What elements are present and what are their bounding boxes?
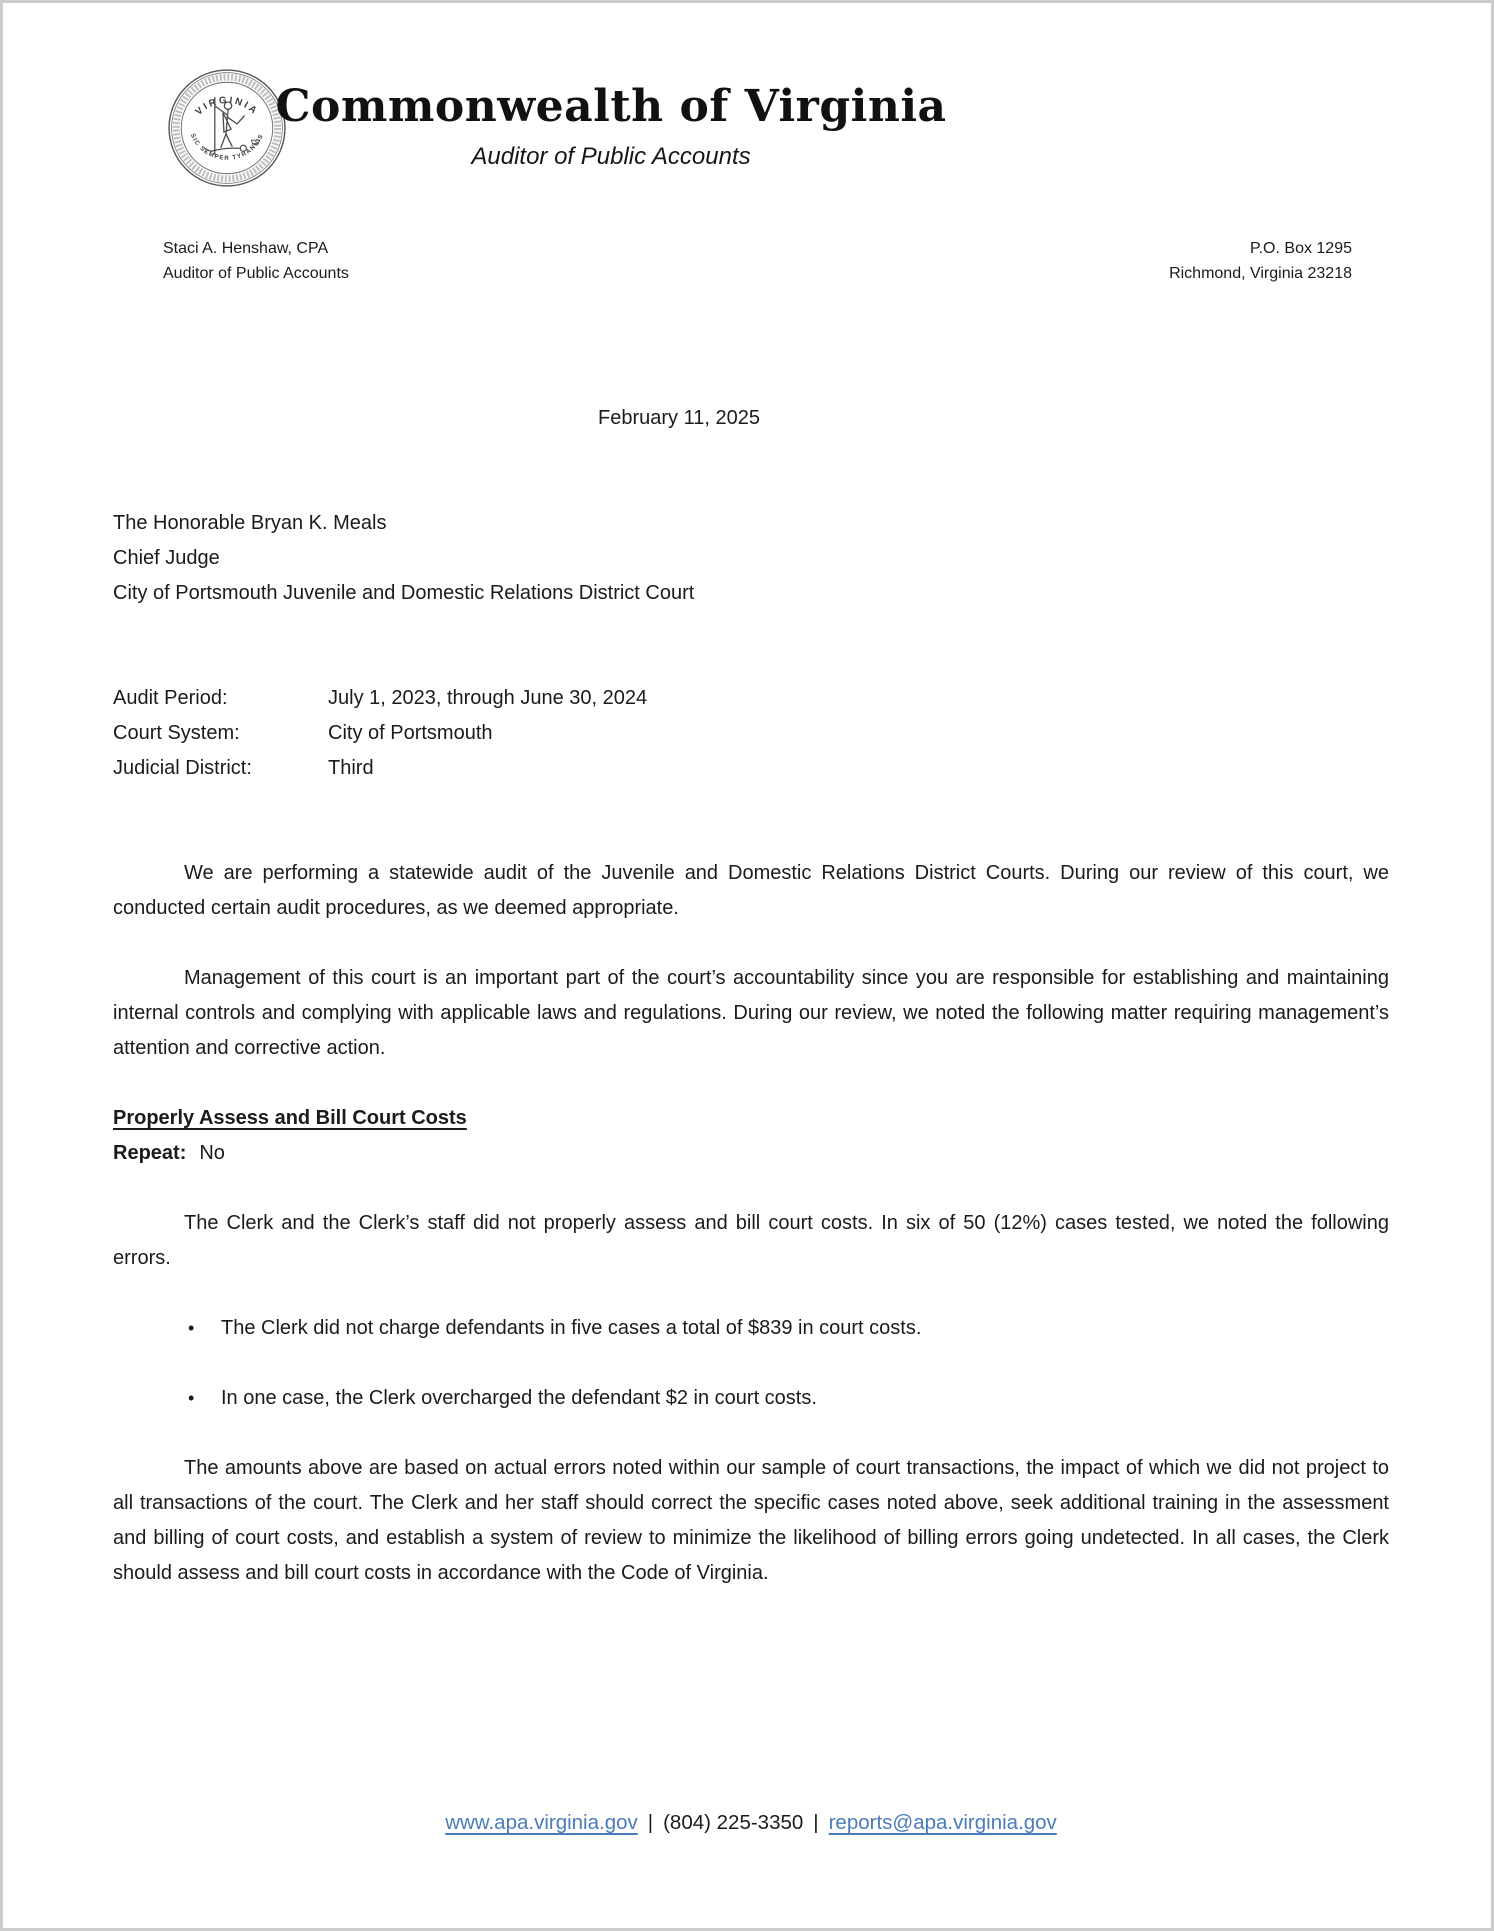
city-state-zip: Richmond, Virginia 23218 [1169, 265, 1352, 282]
paragraph-intro: We are performing a statewide audit of the Juvenile and Domestic Relations District Courts. During our review of this court, we conducted certain audit procedures, as we deemed appropriate. [113, 862, 1389, 919]
letter-footer [113, 1805, 1389, 1840]
fallen-tyrant-figure [205, 145, 247, 151]
virginia-seal-icon [166, 67, 288, 189]
list-item [188, 1311, 1389, 1346]
bullet-text: The Clerk did not charge defendants in five cases a total of $839 in court costs. [221, 1317, 922, 1339]
footer-separator: | [813, 1811, 819, 1834]
paragraph-finding: The Clerk and the Clerk’s staff did not properly assess and bill court costs. In six of 50 (12%) cases tested, we noted the following errors. [113, 1212, 1389, 1269]
letterhead-title: Commonwealth of Virginia [275, 81, 947, 132]
repeat-line [113, 1136, 1389, 1171]
judicial-district-label: Judicial District: [113, 757, 252, 779]
paragraph-management: Management of this court is an important part of the court’s accountability since you are responsible for establishing and maintaining internal controls and complying with applicable laws and regulations. During our review, we noted the following matter requiring management’s attention and corrective action. [113, 967, 1389, 1059]
recipient-title: Chief Judge [113, 547, 220, 569]
phone-number: (804) 225-3350 [663, 1811, 804, 1834]
paragraph-conclusion: The amounts above are based on actual errors noted within our sample of court transactions, the impact of which we did not project to all transactions of the court. The Clerk and her staff should correct the specific cases noted above, seek additional training in the assessment and billing of court costs, and establish a system of review to minimize the likelihood of billing errors going undetected. In all cases, the Clerk should assess and bill court costs in accordance with the Code of Virginia. [113, 1457, 1389, 1584]
audit-info-table [113, 681, 1389, 786]
audit-period-value: July 1, 2023, through June 30, 2024 [328, 687, 648, 709]
office-address-block [1169, 236, 1352, 286]
list-item [188, 1381, 1389, 1416]
bullet-text: In one case, the Clerk overcharged the defendant $2 in court costs. [221, 1387, 817, 1409]
repeat-label: Repeat: [113, 1142, 187, 1164]
recipient-name: The Honorable Bryan K. Meals [113, 512, 387, 534]
court-system-value: City of Portsmouth [328, 722, 493, 744]
audit-info-row [113, 751, 1389, 786]
finding-heading [113, 1101, 1389, 1136]
auditor-title: Auditor of Public Accounts [163, 265, 349, 282]
audit-period-label: Audit Period: [113, 687, 228, 709]
finding-heading-text: Properly Assess and Bill Court Costs [113, 1107, 467, 1129]
letterhead [275, 81, 946, 172]
audit-info-row [113, 716, 1389, 751]
email-link[interactable]: reports@apa.virginia.gov [828, 1811, 1057, 1834]
footer-separator: | [647, 1811, 654, 1834]
court-system-label: Court System: [113, 722, 240, 744]
po-box: P.O. Box 1295 [1250, 240, 1352, 257]
recipient-court: City of Portsmouth Juvenile and Domestic Relations District Court [113, 582, 695, 604]
seal-top-text: VIRGINIA [193, 94, 261, 118]
recipient-address [113, 506, 1389, 611]
judicial-district-value: Third [328, 757, 374, 779]
audit-info-row [113, 681, 1389, 716]
letter-body [113, 401, 1389, 1591]
seal-bottom-text: SIC SEMPER TYRANNIS [188, 132, 266, 162]
auditor-contact-block [163, 236, 349, 286]
repeat-value: No [199, 1142, 225, 1164]
bullet-icon: • [188, 1388, 195, 1408]
auditor-name: Staci A. Henshaw, CPA [163, 240, 329, 257]
website-link[interactable]: www.apa.virginia.gov [445, 1811, 638, 1834]
letter-date: February 11, 2025 [598, 407, 760, 429]
letterhead-subtitle: Auditor of Public Accounts [471, 143, 751, 170]
bullet-icon: • [188, 1318, 195, 1338]
